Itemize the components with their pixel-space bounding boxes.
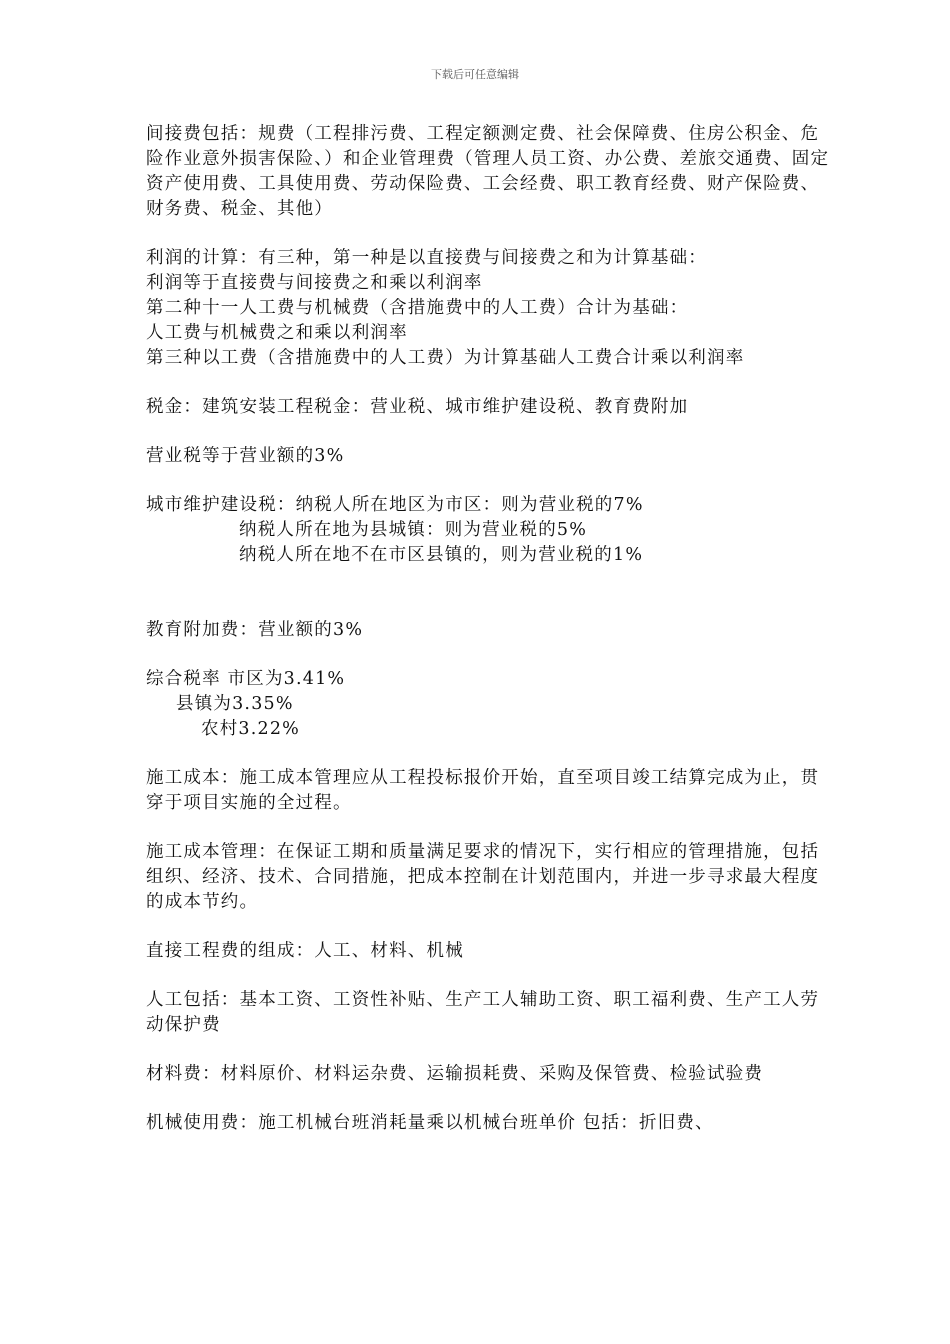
profit-line: 利润等于直接费与间接费之和乘以利润率 bbox=[146, 273, 483, 293]
profit-line: 第二种十一人工费与机械费（含措施费中的人工费）合计为基础： bbox=[146, 298, 689, 318]
combined-rate-line: 农村3.22% bbox=[201, 719, 300, 739]
material-paragraph: 材料费：材料原价、材料运杂费、运输损耗费、采购及保管费、检验试验费 bbox=[146, 1064, 764, 1084]
combined-rate-line: 综合税率 市区为3.41% bbox=[146, 669, 346, 689]
machinery-paragraph: 机械使用费：施工机械台班消耗量乘以机械台班单价 包括：折旧费、 bbox=[146, 1113, 714, 1133]
city-tax-line: 纳税人所在地为县城镇：则为营业税的5% bbox=[239, 520, 588, 540]
combined-rate-line: 县镇为3.35% bbox=[176, 694, 294, 714]
profit-line: 利润的计算：有三种，第一种是以直接费与间接费之和为计算基础： bbox=[146, 248, 707, 268]
document-body bbox=[146, 122, 836, 1136]
construction-cost-paragraph: 施工成本：施工成本管理应从工程投标报价开始，直至项目竣工结算完成为止，贯穿于项目实施的全过程。 bbox=[146, 768, 820, 813]
indirect-fee-paragraph: 间接费包括：规费（工程排污费、工程定额测定费、社会保障费、住房公积金、危险作业意外损害保险、）和企业管理费（管理人员工资、办公费、差旅交通费、固定资产使用费、工具使用费、劳动保险费、工会经费、职工教育经费、财产保险费、财务费、税金、其他） bbox=[146, 124, 830, 219]
page-header: 下载后可任意编辑 bbox=[431, 68, 519, 81]
labor-paragraph: 人工包括：基本工资、工资性补贴、生产工人辅助工资、职工福利费、生产工人劳动保护费 bbox=[146, 990, 820, 1035]
business-tax: 营业税等于营业额的3% bbox=[146, 446, 345, 466]
cost-management-paragraph: 施工成本管理：在保证工期和质量满足要求的情况下，实行相应的管理措施，包括组织、经济、技术、合同措施，把成本控制在计划范围内，并进一步寻求最大程度的成本节约。 bbox=[146, 842, 820, 912]
city-tax-line: 纳税人所在地不在市区县镇的，则为营业税的1% bbox=[239, 545, 644, 565]
profit-line: 人工费与机械费之和乘以利润率 bbox=[146, 323, 408, 343]
tax-intro: 税金：建筑安装工程税金：营业税、城市维护建设税、教育费附加 bbox=[146, 397, 689, 417]
city-tax-line: 城市维护建设税：纳税人所在地区为市区：则为营业税的7% bbox=[146, 495, 644, 515]
edu-fee: 教育附加费：营业额的3% bbox=[146, 620, 364, 640]
profit-line: 第三种以工费（含措施费中的人工费）为计算基础人工费合计乘以利润率 bbox=[146, 348, 745, 368]
direct-cost-line: 直接工程费的组成：人工、材料、机械 bbox=[146, 941, 464, 961]
